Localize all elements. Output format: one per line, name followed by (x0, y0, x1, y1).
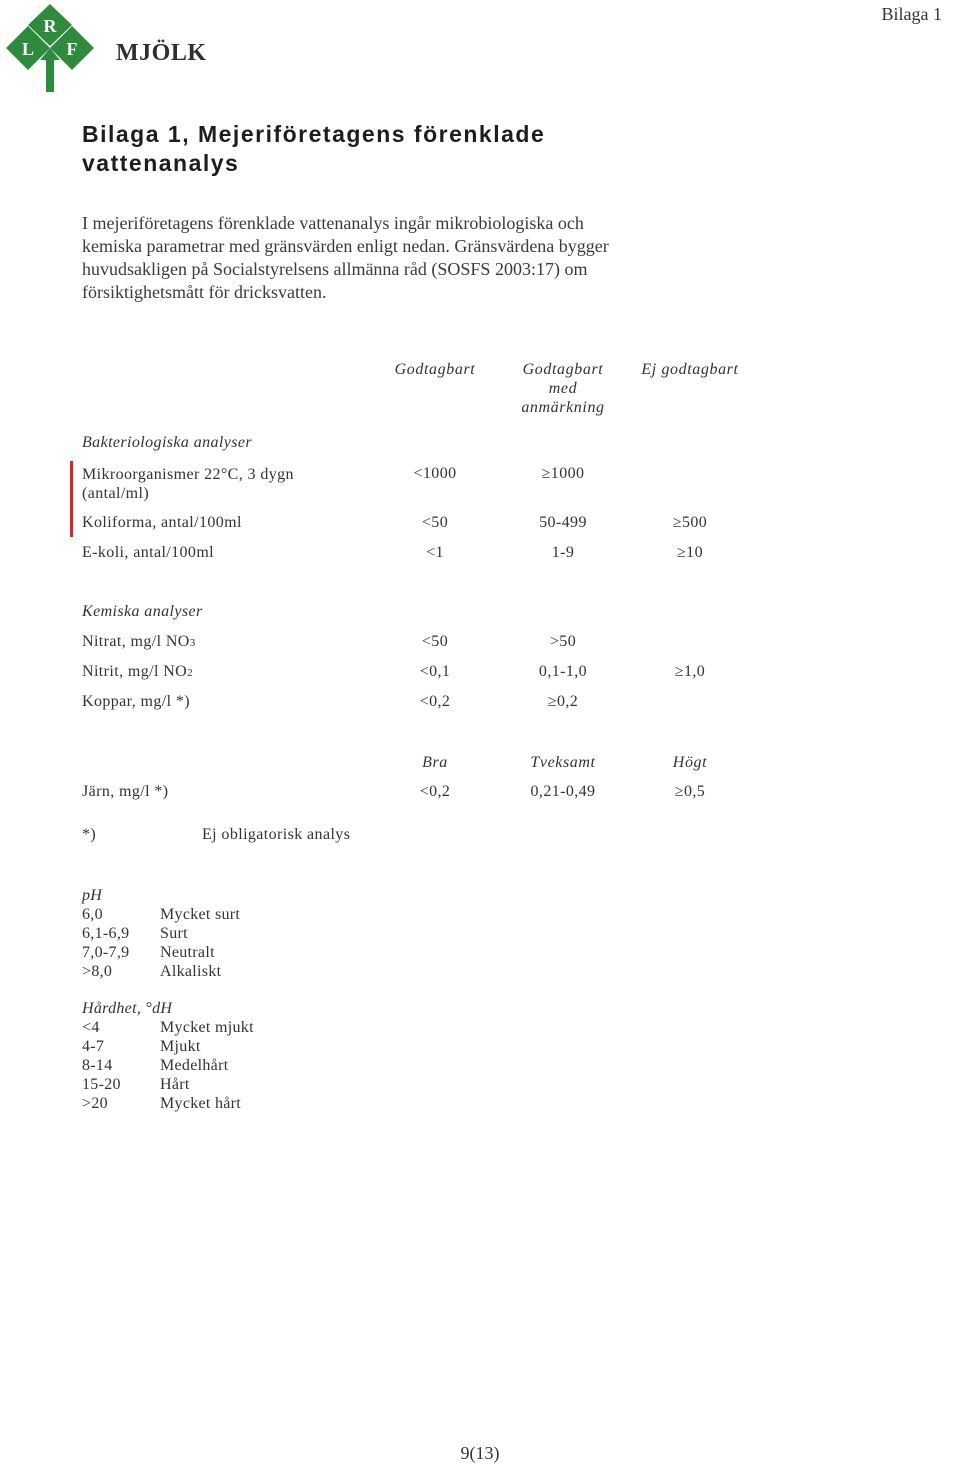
row-label-line: (antal/ml) (82, 485, 150, 502)
ph-desc: Neutralt (160, 944, 215, 961)
page-title: Bilaga 1, Mejeriföretagens förenklade vattenanalys (82, 121, 546, 176)
cell-value: ≥0,5 (674, 783, 706, 800)
cell-value: ≥1000 (541, 465, 585, 482)
row-label-subscript: 3 (189, 637, 196, 649)
cell-value: 0,1-1,0 (538, 663, 588, 680)
col-header-acceptable: Godtagbart (394, 361, 476, 378)
col-header-line: med (548, 380, 578, 397)
ph-desc: Surt (160, 925, 188, 942)
hardness-range: <4 (82, 1019, 100, 1036)
row-label (82, 465, 294, 503)
cell-value: ≥1,0 (674, 663, 706, 680)
row-label: E-koli, antal/100ml (82, 544, 215, 561)
intro-paragraph (82, 212, 782, 304)
logo-letter-r: R (43, 16, 57, 36)
col-header-good: Bra (422, 754, 448, 771)
intro-line: kemiska parametrar med gränsvärden enligt nedan. Gränsvärdena bygger (82, 236, 609, 256)
row-label: Koppar, mg/l *) (82, 693, 191, 710)
intro-line: försiktighetsmått för dricksvatten. (82, 282, 327, 302)
col-header-doubtful: Tveksamt (530, 754, 596, 771)
cell-value: ≥10 (677, 544, 703, 561)
hardness-range: 15-20 (82, 1076, 121, 1093)
row-label-subscript: 2 (187, 667, 194, 679)
intro-line: I mejeriföretagens förenklade vattenanalys ingår mikrobiologiska och (82, 213, 584, 233)
cell-value: 1-9 (551, 544, 575, 561)
hardness-range: >20 (82, 1095, 108, 1112)
col-header-line: anmärkning (521, 399, 605, 416)
cell-value: <1000 (413, 465, 457, 482)
intro-line: huvudsakligen på Socialstyrelsens allmänna råd (SOSFS 2003:17) om (82, 259, 588, 279)
row-label: Koliforma, antal/100ml (82, 514, 242, 531)
section-title-chemistry: Kemiska analyser (82, 603, 203, 620)
ph-range: 7,0-7,9 (82, 944, 130, 961)
cell-value: <0,2 (419, 693, 451, 710)
col-header-not-acceptable: Ej godtagbart (641, 361, 739, 378)
row-label (82, 633, 196, 651)
cell-value: <50 (421, 633, 449, 650)
row-label-text: Nitrit, mg/l NO (82, 663, 188, 680)
ph-range: 6,0 (82, 906, 103, 923)
row-label (82, 663, 193, 681)
section-title-bacteriology: Bakteriologiska analyser (82, 434, 253, 451)
col-header-line: Godtagbart (522, 361, 604, 378)
brand-name: MJÖLK (116, 40, 207, 66)
ph-title: pH (82, 887, 103, 904)
footnote-mark: *) (82, 826, 97, 843)
hardness-desc: Hårt (160, 1076, 190, 1093)
ph-range: 6,1-6,9 (82, 925, 130, 942)
ph-range: >8,0 (82, 963, 113, 980)
cell-value: 0,21-0,49 (530, 783, 596, 800)
revision-bar (70, 461, 73, 537)
hardness-desc: Medelhårt (160, 1057, 229, 1074)
ph-desc: Mycket surt (160, 906, 241, 923)
row-label: Järn, mg/l *) (82, 783, 169, 800)
cell-value: 50-499 (539, 514, 587, 531)
cell-value: ≥0,2 (547, 693, 579, 710)
cell-value: ≥500 (672, 514, 708, 531)
row-label-line: Mikroorganismer 22°C, 3 dygn (82, 466, 294, 483)
hardness-range: 8-14 (82, 1057, 113, 1074)
cell-value: <50 (421, 514, 449, 531)
hardness-desc: Mjukt (160, 1038, 201, 1055)
hardness-title: Hårdhet, °dH (82, 1000, 173, 1017)
logo-letter-f: F (66, 39, 78, 59)
cell-value: <1 (426, 544, 444, 561)
cell-value: <0,1 (419, 663, 451, 680)
appendix-label: Bilaga 1 (881, 4, 942, 24)
page-number: 9(13) (460, 1443, 500, 1463)
footnote-text: Ej obligatorisk analys (202, 826, 351, 843)
col-header-acceptable-with-remark (503, 360, 623, 417)
col-header-high: Högt (672, 754, 708, 771)
hardness-desc: Mycket hårt (160, 1095, 242, 1112)
lrf-logo (4, 4, 114, 96)
cell-value: >50 (549, 633, 577, 650)
hardness-range: 4-7 (82, 1038, 105, 1055)
logo-letter-l: L (21, 39, 35, 59)
row-label-text: Nitrat, mg/l NO (82, 633, 190, 650)
cell-value: <0,2 (419, 783, 451, 800)
hardness-desc: Mycket mjukt (160, 1019, 254, 1036)
ph-desc: Alkaliskt (160, 963, 222, 980)
